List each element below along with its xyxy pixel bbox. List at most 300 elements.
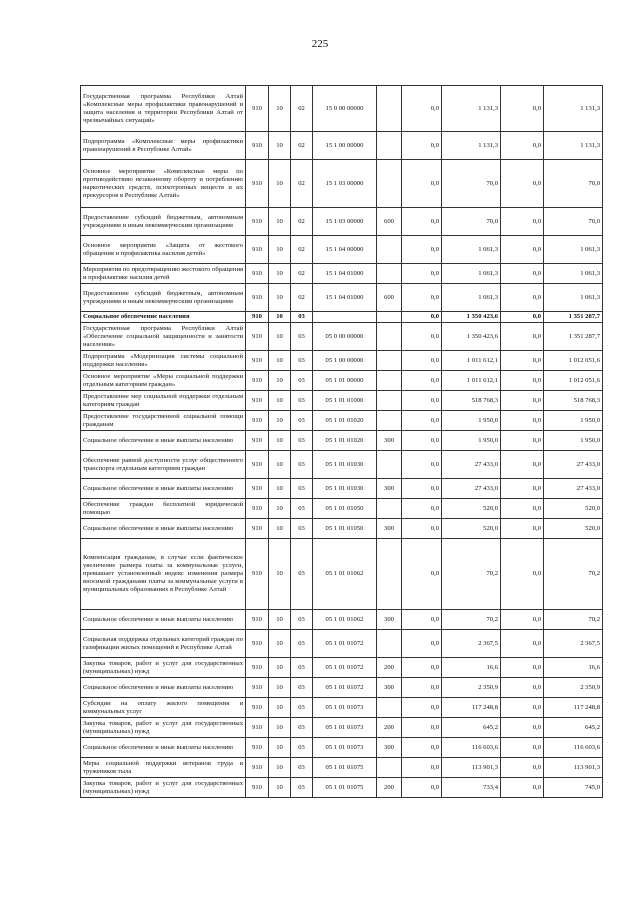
expense-type-cell [377, 351, 402, 371]
section-cell: 10 [269, 351, 291, 371]
ved-cell: 910 [246, 451, 269, 479]
amount-cell-2: 1 061,3 [442, 236, 501, 264]
ved-cell: 910 [246, 630, 269, 658]
row-name-cell: Социальное обеспечение и иные выплаты населению [81, 738, 246, 758]
amount-cell-1: 0,0 [402, 718, 442, 738]
amount-cell-4: 1 012 051,6 [544, 371, 603, 391]
ved-cell: 910 [246, 236, 269, 264]
amount-cell-4: 116 603,6 [544, 738, 603, 758]
amount-cell-3: 0,0 [501, 411, 544, 431]
table-row [81, 630, 603, 658]
table-row [81, 499, 603, 519]
amount-cell-4: 1 950,0 [544, 431, 603, 451]
table-row [81, 431, 603, 451]
amount-cell-1: 0,0 [402, 264, 442, 284]
ved-cell: 910 [246, 539, 269, 610]
ved-cell: 910 [246, 658, 269, 678]
target-article-cell: 05 0 00 00000 [313, 323, 377, 351]
amount-cell-1: 0,0 [402, 431, 442, 451]
subsection-cell: 03 [291, 479, 313, 499]
target-article-cell: 15 1 00 00000 [313, 132, 377, 160]
expense-type-cell: 200 [377, 718, 402, 738]
target-article-cell: 05 1 00 00000 [313, 351, 377, 371]
expense-type-cell [377, 160, 402, 208]
section-cell: 10 [269, 778, 291, 798]
expense-type-cell: 600 [377, 284, 402, 312]
ved-cell: 910 [246, 718, 269, 738]
amount-cell-3: 0,0 [501, 778, 544, 798]
row-name-cell: Закупка товаров, работ и услуг для государственных (муниципальных) нужд [81, 658, 246, 678]
subsection-cell: 03 [291, 499, 313, 519]
expense-type-cell: 300 [377, 479, 402, 499]
row-name-cell: Обеспечение равной доступности услуг общественного транспорта отдельным категориям граждан [81, 451, 246, 479]
expense-type-cell [377, 451, 402, 479]
subsection-cell: 02 [291, 236, 313, 264]
subsection-cell: 02 [291, 86, 313, 132]
target-article-cell: 05 1 01 00000 [313, 371, 377, 391]
amount-cell-2: 2 367,5 [442, 630, 501, 658]
row-name-cell: Государственная программа Республики Алтай «Комплексные меры профилактики правонарушений и защита населения и территории Республики Алтай от чрезвычайных ситуаций» [81, 86, 246, 132]
section-cell: 10 [269, 758, 291, 778]
amount-cell-2: 518 768,3 [442, 391, 501, 411]
subsection-cell: 03 [291, 778, 313, 798]
ved-cell: 910 [246, 479, 269, 499]
amount-cell-2: 27 433,0 [442, 451, 501, 479]
amount-cell-3: 0,0 [501, 479, 544, 499]
section-cell: 10 [269, 312, 291, 323]
section-cell: 10 [269, 718, 291, 738]
amount-cell-3: 0,0 [501, 431, 544, 451]
amount-cell-3: 0,0 [501, 738, 544, 758]
table-row [81, 351, 603, 371]
amount-cell-4: 27 433,0 [544, 479, 603, 499]
table-row [81, 658, 603, 678]
amount-cell-4: 520,0 [544, 519, 603, 539]
amount-cell-2: 1 011 612,1 [442, 351, 501, 371]
target-article-cell: 05 1 01 01030 [313, 479, 377, 499]
amount-cell-1: 0,0 [402, 391, 442, 411]
table-row [81, 284, 603, 312]
target-article-cell: 15 1 04 00000 [313, 236, 377, 264]
expense-type-cell: 300 [377, 431, 402, 451]
amount-cell-2: 117 248,8 [442, 698, 501, 718]
section-cell: 10 [269, 86, 291, 132]
target-article-cell: 05 1 01 01072 [313, 630, 377, 658]
ved-cell: 910 [246, 160, 269, 208]
table-row [81, 132, 603, 160]
amount-cell-4: 70,0 [544, 160, 603, 208]
amount-cell-3: 0,0 [501, 160, 544, 208]
amount-cell-1: 0,0 [402, 658, 442, 678]
amount-cell-4: 70,0 [544, 208, 603, 236]
amount-cell-1: 0,0 [402, 698, 442, 718]
table-row [81, 236, 603, 264]
ved-cell: 910 [246, 678, 269, 698]
ved-cell: 910 [246, 284, 269, 312]
target-article-cell: 15 1 03 00000 [313, 160, 377, 208]
table-row [81, 371, 603, 391]
amount-cell-2: 2 350,9 [442, 678, 501, 698]
row-name-cell: Подпрограмма «Комплексные меры профилактики правонарушений в Республике Алтай» [81, 132, 246, 160]
table-row [81, 738, 603, 758]
amount-cell-1: 0,0 [402, 630, 442, 658]
section-cell: 10 [269, 236, 291, 264]
amount-cell-1: 0,0 [402, 284, 442, 312]
amount-cell-3: 0,0 [501, 284, 544, 312]
table-row [81, 539, 603, 610]
amount-cell-1: 0,0 [402, 132, 442, 160]
amount-cell-3: 0,0 [501, 519, 544, 539]
section-cell: 10 [269, 539, 291, 610]
expense-type-cell: 300 [377, 519, 402, 539]
expense-type-cell [377, 758, 402, 778]
amount-cell-1: 0,0 [402, 539, 442, 610]
amount-cell-2: 1 131,3 [442, 132, 501, 160]
amount-cell-4: 1 351 287,7 [544, 323, 603, 351]
amount-cell-4: 645,2 [544, 718, 603, 738]
amount-cell-4: 520,0 [544, 499, 603, 519]
amount-cell-2: 520,0 [442, 519, 501, 539]
table-row [81, 610, 603, 630]
section-cell: 10 [269, 264, 291, 284]
subsection-cell: 02 [291, 264, 313, 284]
target-article-cell: 15 0 00 00000 [313, 86, 377, 132]
ved-cell: 910 [246, 698, 269, 718]
target-article-cell [313, 312, 377, 323]
amount-cell-4: 113 901,3 [544, 758, 603, 778]
amount-cell-2: 733,4 [442, 778, 501, 798]
expense-type-cell: 300 [377, 678, 402, 698]
subsection-cell: 02 [291, 284, 313, 312]
expense-type-cell [377, 630, 402, 658]
ved-cell: 910 [246, 391, 269, 411]
amount-cell-1: 0,0 [402, 479, 442, 499]
amount-cell-4: 1 061,3 [544, 236, 603, 264]
table-row [81, 312, 603, 323]
amount-cell-1: 0,0 [402, 236, 442, 264]
ved-cell: 910 [246, 778, 269, 798]
subsection-cell: 03 [291, 539, 313, 610]
amount-cell-3: 0,0 [501, 351, 544, 371]
amount-cell-2: 1 350 423,6 [442, 323, 501, 351]
amount-cell-1: 0,0 [402, 160, 442, 208]
target-article-cell: 05 1 01 01072 [313, 678, 377, 698]
table-row [81, 323, 603, 351]
row-name-cell: Основное мероприятие «Защита от жестокого обращения и профилактика насилия детей» [81, 236, 246, 264]
ved-cell: 910 [246, 264, 269, 284]
subsection-cell: 03 [291, 658, 313, 678]
expense-type-cell [377, 371, 402, 391]
amount-cell-1: 0,0 [402, 312, 442, 323]
expense-type-cell [377, 323, 402, 351]
target-article-cell: 05 1 01 01075 [313, 778, 377, 798]
section-cell: 10 [269, 132, 291, 160]
subsection-cell: 03 [291, 431, 313, 451]
amount-cell-3: 0,0 [501, 132, 544, 160]
amount-cell-2: 1 950,0 [442, 431, 501, 451]
ved-cell: 910 [246, 132, 269, 160]
ved-cell: 910 [246, 499, 269, 519]
section-cell: 10 [269, 323, 291, 351]
expense-type-cell [377, 264, 402, 284]
target-article-cell: 05 1 01 01062 [313, 539, 377, 610]
target-article-cell: 15 1 03 00000 [313, 208, 377, 236]
target-article-cell: 05 1 01 01062 [313, 610, 377, 630]
amount-cell-1: 0,0 [402, 351, 442, 371]
expense-type-cell: 200 [377, 658, 402, 678]
target-article-cell: 05 1 01 01073 [313, 698, 377, 718]
amount-cell-2: 70,2 [442, 539, 501, 610]
target-article-cell: 05 1 01 01073 [313, 718, 377, 738]
subsection-cell: 03 [291, 698, 313, 718]
table-row [81, 479, 603, 499]
subsection-cell: 03 [291, 630, 313, 658]
expense-type-cell [377, 411, 402, 431]
table-row [81, 264, 603, 284]
section-cell: 10 [269, 738, 291, 758]
amount-cell-2: 520,0 [442, 499, 501, 519]
section-cell: 10 [269, 208, 291, 236]
amount-cell-2: 1 131,3 [442, 86, 501, 132]
ved-cell: 910 [246, 738, 269, 758]
section-cell: 10 [269, 391, 291, 411]
amount-cell-2: 645,2 [442, 718, 501, 738]
amount-cell-4: 1 012 051,6 [544, 351, 603, 371]
row-name-cell: Предоставление мер социальной поддержки отдельным категориям граждан [81, 391, 246, 411]
target-article-cell: 05 1 01 01020 [313, 431, 377, 451]
amount-cell-2: 27 433,0 [442, 479, 501, 499]
amount-cell-3: 0,0 [501, 208, 544, 236]
section-cell: 10 [269, 411, 291, 431]
amount-cell-3: 0,0 [501, 658, 544, 678]
expense-type-cell [377, 539, 402, 610]
ved-cell: 910 [246, 312, 269, 323]
ved-cell: 910 [246, 86, 269, 132]
section-cell: 10 [269, 630, 291, 658]
amount-cell-4: 117 248,8 [544, 698, 603, 718]
amount-cell-4: 518 768,3 [544, 391, 603, 411]
subsection-cell: 03 [291, 323, 313, 351]
ved-cell: 910 [246, 758, 269, 778]
amount-cell-2: 1 061,3 [442, 284, 501, 312]
amount-cell-3: 0,0 [501, 678, 544, 698]
subsection-cell: 03 [291, 371, 313, 391]
amount-cell-2: 1 950,0 [442, 411, 501, 431]
target-article-cell: 15 1 04 01000 [313, 284, 377, 312]
target-article-cell: 05 1 01 01073 [313, 738, 377, 758]
amount-cell-3: 0,0 [501, 451, 544, 479]
amount-cell-3: 0,0 [501, 758, 544, 778]
amount-cell-4: 16,6 [544, 658, 603, 678]
amount-cell-2: 70,0 [442, 160, 501, 208]
section-cell: 10 [269, 519, 291, 539]
section-cell: 10 [269, 678, 291, 698]
expense-type-cell [377, 698, 402, 718]
amount-cell-4: 1 950,0 [544, 411, 603, 431]
amount-cell-1: 0,0 [402, 778, 442, 798]
target-article-cell: 05 1 01 01050 [313, 519, 377, 539]
ved-cell: 910 [246, 519, 269, 539]
table-row [81, 86, 603, 132]
subsection-cell: 03 [291, 312, 313, 323]
row-name-cell: Закупка товаров, работ и услуг для государственных (муниципальных) нужд [81, 718, 246, 738]
amount-cell-1: 0,0 [402, 519, 442, 539]
section-cell: 10 [269, 499, 291, 519]
subsection-cell: 03 [291, 411, 313, 431]
row-name-cell: Социальное обеспечение и иные выплаты населению [81, 479, 246, 499]
amount-cell-2: 116 603,6 [442, 738, 501, 758]
section-cell: 10 [269, 698, 291, 718]
subsection-cell: 03 [291, 678, 313, 698]
amount-cell-3: 0,0 [501, 539, 544, 610]
table-row [81, 519, 603, 539]
amount-cell-4: 1 131,3 [544, 86, 603, 132]
amount-cell-3: 0,0 [501, 391, 544, 411]
target-article-cell: 05 1 01 01072 [313, 658, 377, 678]
row-name-cell: Предоставление субсидий бюджетным, автономным учреждениям и иным некоммерческим организациям [81, 208, 246, 236]
target-article-cell: 05 1 01 01030 [313, 451, 377, 479]
subsection-cell: 02 [291, 208, 313, 236]
amount-cell-3: 0,0 [501, 323, 544, 351]
row-name-cell: Государственная программа Республики Алтай «Обеспечение социальной защищенности и занятости населения» [81, 323, 246, 351]
budget-table [80, 85, 603, 798]
table-row [81, 678, 603, 698]
section-cell: 10 [269, 451, 291, 479]
subsection-cell: 03 [291, 351, 313, 371]
row-name-cell: Подпрограмма «Модернизация системы социальной поддержки населения» [81, 351, 246, 371]
row-name-cell: Обеспечение граждан бесплатной юридической помощью [81, 499, 246, 519]
amount-cell-1: 0,0 [402, 371, 442, 391]
target-article-cell: 15 1 04 01000 [313, 264, 377, 284]
amount-cell-1: 0,0 [402, 499, 442, 519]
amount-cell-3: 0,0 [501, 698, 544, 718]
table-row [81, 718, 603, 738]
amount-cell-4: 70,2 [544, 539, 603, 610]
subsection-cell: 03 [291, 738, 313, 758]
amount-cell-2: 70,2 [442, 610, 501, 630]
amount-cell-2: 70,0 [442, 208, 501, 236]
subsection-cell: 03 [291, 610, 313, 630]
table-row [81, 411, 603, 431]
amount-cell-4: 1 061,3 [544, 284, 603, 312]
table-row [81, 208, 603, 236]
ved-cell: 910 [246, 208, 269, 236]
amount-cell-1: 0,0 [402, 738, 442, 758]
amount-cell-3: 0,0 [501, 264, 544, 284]
row-name-cell: Субсидии на оплату жилого помещения и коммунальных услуг [81, 698, 246, 718]
amount-cell-1: 0,0 [402, 323, 442, 351]
amount-cell-4: 2 350,9 [544, 678, 603, 698]
subsection-cell: 03 [291, 519, 313, 539]
expense-type-cell [377, 86, 402, 132]
expense-type-cell [377, 132, 402, 160]
expense-type-cell: 300 [377, 610, 402, 630]
table-row [81, 758, 603, 778]
expense-type-cell: 300 [377, 738, 402, 758]
ved-cell: 910 [246, 411, 269, 431]
section-cell: 10 [269, 479, 291, 499]
ved-cell: 910 [246, 610, 269, 630]
table-row [81, 391, 603, 411]
target-article-cell: 05 1 01 01075 [313, 758, 377, 778]
row-name-cell: Предоставление субсидий бюджетным, автономным учреждениям и иным некоммерческим организациям [81, 284, 246, 312]
amount-cell-1: 0,0 [402, 411, 442, 431]
subsection-cell: 03 [291, 718, 313, 738]
amount-cell-4: 2 367,5 [544, 630, 603, 658]
amount-cell-4: 1 061,3 [544, 264, 603, 284]
subsection-cell: 03 [291, 391, 313, 411]
expense-type-cell: 600 [377, 208, 402, 236]
amount-cell-3: 0,0 [501, 86, 544, 132]
table-row [81, 698, 603, 718]
budget-table-body [81, 86, 603, 798]
amount-cell-1: 0,0 [402, 678, 442, 698]
amount-cell-4: 745,0 [544, 778, 603, 798]
subsection-cell: 03 [291, 758, 313, 778]
target-article-cell: 05 1 01 01020 [313, 411, 377, 431]
row-name-cell: Социальное обеспечение и иные выплаты населению [81, 610, 246, 630]
target-article-cell: 05 1 01 01050 [313, 499, 377, 519]
subsection-cell: 02 [291, 132, 313, 160]
row-name-cell: Предоставление государственной социальной помощи гражданам [81, 411, 246, 431]
amount-cell-4: 27 433,0 [544, 451, 603, 479]
row-name-cell: Социальное обеспечение и иные выплаты населению [81, 519, 246, 539]
section-cell: 10 [269, 160, 291, 208]
row-name-cell: Социальная поддержка отдельных категорий граждан по газификации жилых помещений в Республике Алтай [81, 630, 246, 658]
amount-cell-3: 0,0 [501, 630, 544, 658]
section-cell: 10 [269, 431, 291, 451]
row-name-cell: Социальное обеспечение и иные выплаты населению [81, 678, 246, 698]
amount-cell-1: 0,0 [402, 208, 442, 236]
page-number: 225 [311, 38, 329, 50]
amount-cell-1: 0,0 [402, 451, 442, 479]
target-article-cell: 05 1 01 01000 [313, 391, 377, 411]
amount-cell-4: 1 131,3 [544, 132, 603, 160]
amount-cell-3: 0,0 [501, 312, 544, 323]
table-row [81, 778, 603, 798]
row-name-cell: Основное мероприятие «Комплексные меры по противодействию незаконному обороту и потреблению наркотических средств, психотропных веществ и их прекурсоров в Республике Алтай» [81, 160, 246, 208]
section-cell: 10 [269, 658, 291, 678]
table-row [81, 451, 603, 479]
subsection-cell: 02 [291, 160, 313, 208]
amount-cell-2: 1 350 423,6 [442, 312, 501, 323]
expense-type-cell [377, 236, 402, 264]
amount-cell-1: 0,0 [402, 610, 442, 630]
row-name-cell: Закупка товаров, работ и услуг для государственных (муниципальных) нужд [81, 778, 246, 798]
amount-cell-3: 0,0 [501, 718, 544, 738]
section-cell: 10 [269, 371, 291, 391]
amount-cell-2: 113 901,3 [442, 758, 501, 778]
amount-cell-1: 0,0 [402, 758, 442, 778]
amount-cell-4: 1 351 287,7 [544, 312, 603, 323]
row-name-cell: Меры социальной поддержки ветеранов труда и тружеников тыла [81, 758, 246, 778]
amount-cell-3: 0,0 [501, 610, 544, 630]
amount-cell-3: 0,0 [501, 499, 544, 519]
section-cell: 10 [269, 284, 291, 312]
expense-type-cell: 200 [377, 778, 402, 798]
expense-type-cell [377, 312, 402, 323]
table-row [81, 160, 603, 208]
ved-cell: 910 [246, 323, 269, 351]
row-name-cell: Основное мероприятие «Меры социальной поддержки отдельным категориям граждан» [81, 371, 246, 391]
ved-cell: 910 [246, 431, 269, 451]
section-cell: 10 [269, 610, 291, 630]
expense-type-cell [377, 499, 402, 519]
ved-cell: 910 [246, 351, 269, 371]
subsection-cell: 03 [291, 451, 313, 479]
row-name-cell: Социальное обеспечение населения [81, 312, 246, 323]
amount-cell-1: 0,0 [402, 86, 442, 132]
